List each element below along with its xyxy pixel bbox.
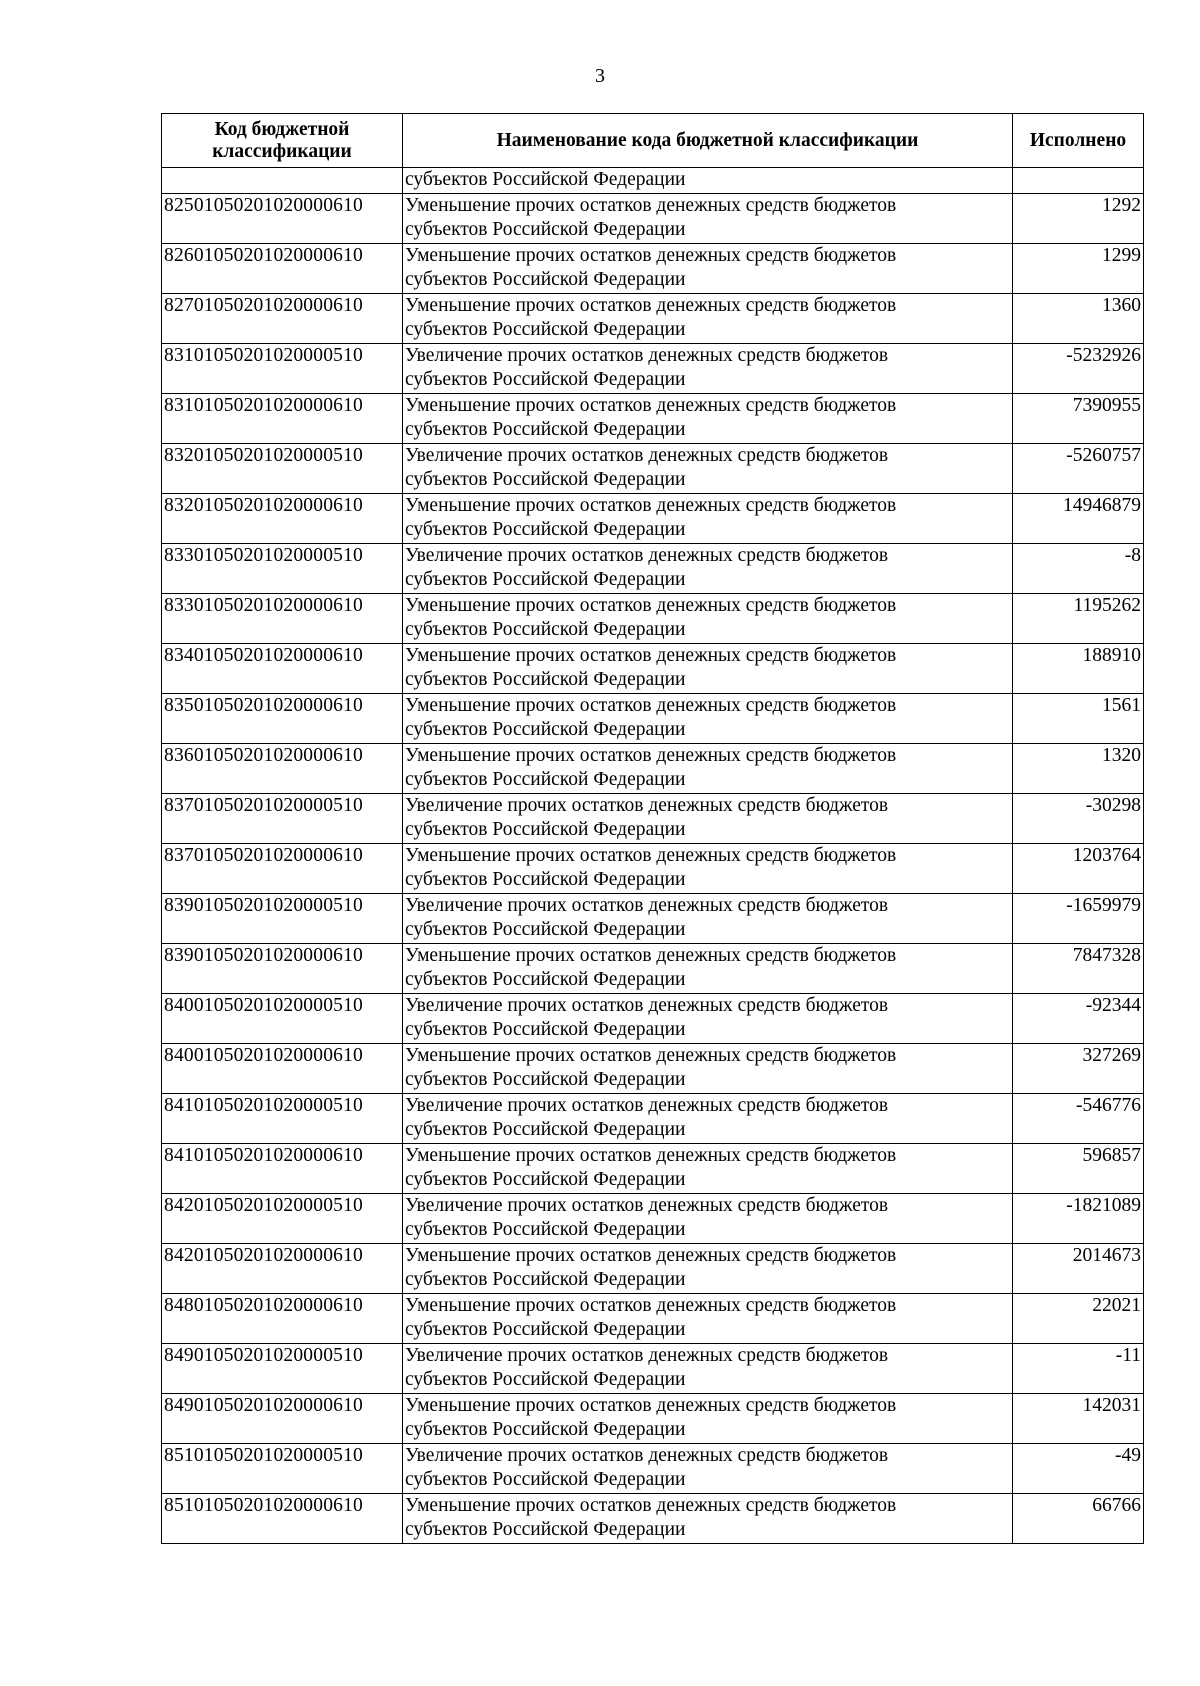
cell-amount: -1659979 xyxy=(1013,893,1144,943)
header-amount: Исполнено xyxy=(1013,114,1144,168)
cell-name xyxy=(403,943,1013,993)
cell-code: 83901050201020000610 xyxy=(162,943,403,993)
cell-name-line-1: Уменьшение прочих остатков денежных средств бюджетов xyxy=(405,744,897,766)
table-row xyxy=(162,993,1144,1043)
cell-name-line-1: Уменьшение прочих остатков денежных средств бюджетов xyxy=(405,1394,897,1416)
cell-name xyxy=(403,443,1013,493)
cell-name xyxy=(403,243,1013,293)
cell-name xyxy=(403,293,1013,343)
cell-name xyxy=(403,643,1013,693)
cell-name xyxy=(403,843,1013,893)
cell-code: 83201050201020000510 xyxy=(162,443,403,493)
cell-name-line-2: субъектов Российской Федерации xyxy=(405,769,686,790)
table-row xyxy=(162,1443,1144,1493)
cell-amount: 142031 xyxy=(1013,1393,1144,1443)
cell-name-line-1: Увеличение прочих остатков денежных средств бюджетов xyxy=(405,344,889,366)
cell-name-line-1: Уменьшение прочих остатков денежных средств бюджетов xyxy=(405,1294,897,1316)
cell-amount: 7390955 xyxy=(1013,393,1144,443)
cell-amount: 1561 xyxy=(1013,693,1144,743)
cell-name-line-2: субъектов Российской Федерации xyxy=(405,369,686,390)
table-row xyxy=(162,1343,1144,1393)
cell-name xyxy=(403,1393,1013,1443)
cell-name-line-2: субъектов Российской Федерации xyxy=(405,419,686,440)
table-row xyxy=(162,393,1144,443)
cell-name-line-1: Уменьшение прочих остатков денежных средств бюджетов xyxy=(405,1494,897,1516)
cell-name xyxy=(403,1143,1013,1193)
cell-code: 83301050201020000510 xyxy=(162,543,403,593)
cell-name: субъектов Российской Федерации xyxy=(403,168,1013,194)
cell-name-line-1: Уменьшение прочих остатков денежных средств бюджетов xyxy=(405,844,897,866)
cell-name xyxy=(403,1293,1013,1343)
cell-name-line-2: субъектов Российской Федерации xyxy=(405,969,686,990)
table-row xyxy=(162,1043,1144,1093)
cell-name-line-2: субъектов Российской Федерации xyxy=(405,619,686,640)
cell-amount: 327269 xyxy=(1013,1043,1144,1093)
cell-name xyxy=(403,993,1013,1043)
cell-amount: 14946879 xyxy=(1013,493,1144,543)
cell-name xyxy=(403,693,1013,743)
cell-name xyxy=(403,393,1013,443)
table-row xyxy=(162,843,1144,893)
cell-amount: 66766 xyxy=(1013,1493,1144,1543)
cell-name-line-2: субъектов Российской Федерации xyxy=(405,1169,686,1190)
table-row xyxy=(162,293,1144,343)
table-row xyxy=(162,243,1144,293)
cell-name-line-2: субъектов Российской Федерации xyxy=(405,519,686,540)
cell-name-line-2: субъектов Российской Федерации xyxy=(405,1419,686,1440)
cell-name-line-1: Увеличение прочих остатков денежных средств бюджетов xyxy=(405,1344,889,1366)
cell-code xyxy=(162,168,403,194)
cell-name-line-2: субъектов Российской Федерации xyxy=(405,1219,686,1240)
table-row xyxy=(162,543,1144,593)
cell-amount: 2014673 xyxy=(1013,1243,1144,1293)
cell-name-line-2: субъектов Российской Федерации xyxy=(405,219,686,240)
cell-amount: -5260757 xyxy=(1013,443,1144,493)
cell-code: 84101050201020000510 xyxy=(162,1093,403,1143)
cell-name-line-1: Увеличение прочих остатков денежных средств бюджетов xyxy=(405,894,889,916)
table-row xyxy=(162,1493,1144,1543)
table-row-continuation xyxy=(162,168,1144,194)
cell-name-line-1: Уменьшение прочих остатков денежных средств бюджетов xyxy=(405,244,897,266)
cell-name xyxy=(403,793,1013,843)
cell-name-line-1: Увеличение прочих остатков денежных средств бюджетов xyxy=(405,444,889,466)
table-row xyxy=(162,1093,1144,1143)
cell-name-line-1: Увеличение прочих остатков денежных средств бюджетов xyxy=(405,994,889,1016)
cell-amount: 596857 xyxy=(1013,1143,1144,1193)
cell-name-line-2: субъектов Российской Федерации xyxy=(405,1019,686,1040)
cell-name-line-1: Уменьшение прочих остатков денежных средств бюджетов xyxy=(405,1244,897,1266)
cell-name-line-1: Уменьшение прочих остатков денежных средств бюджетов xyxy=(405,1044,897,1066)
cell-code: 82501050201020000610 xyxy=(162,193,403,243)
cell-name-line-2: субъектов Российской Федерации xyxy=(405,1469,686,1490)
table-row xyxy=(162,743,1144,793)
cell-code: 83701050201020000610 xyxy=(162,843,403,893)
cell-amount: 188910 xyxy=(1013,643,1144,693)
cell-code: 84001050201020000610 xyxy=(162,1043,403,1093)
cell-name-line-1: Уменьшение прочих остатков денежных средств бюджетов xyxy=(405,294,897,316)
cell-amount: 1203764 xyxy=(1013,843,1144,893)
table-row xyxy=(162,593,1144,643)
table-row xyxy=(162,193,1144,243)
cell-amount: -11 xyxy=(1013,1343,1144,1393)
cell-name-line-2: субъектов Российской Федерации xyxy=(405,869,686,890)
cell-code: 83301050201020000610 xyxy=(162,593,403,643)
cell-code: 83201050201020000610 xyxy=(162,493,403,543)
cell-name xyxy=(403,893,1013,943)
cell-name-line-1: Уменьшение прочих остатков денежных средств бюджетов xyxy=(405,694,897,716)
cell-name-line-1: Уменьшение прочих остатков денежных средств бюджетов xyxy=(405,944,897,966)
cell-code: 84801050201020000610 xyxy=(162,1293,403,1343)
cell-code: 84101050201020000610 xyxy=(162,1143,403,1193)
cell-code: 83601050201020000610 xyxy=(162,743,403,793)
cell-name-line-2: субъектов Российской Федерации xyxy=(405,1269,686,1290)
cell-code: 85101050201020000510 xyxy=(162,1443,403,1493)
cell-amount: 1299 xyxy=(1013,243,1144,293)
cell-name-line-1: Увеличение прочих остатков денежных средств бюджетов xyxy=(405,544,889,566)
cell-name-line-2: субъектов Российской Федерации xyxy=(405,669,686,690)
table-row xyxy=(162,1143,1144,1193)
header-code: Код бюджетной классификации xyxy=(162,114,403,168)
cell-name-line-2: субъектов Российской Федерации xyxy=(405,569,686,590)
cell-name xyxy=(403,743,1013,793)
table-row xyxy=(162,1193,1144,1243)
cell-name-line-1: Увеличение прочих остатков денежных средств бюджетов xyxy=(405,1194,889,1216)
cell-name xyxy=(403,1193,1013,1243)
cell-name-line-1: Уменьшение прочих остатков денежных средств бюджетов xyxy=(405,194,897,216)
cell-name-line-1: Увеличение прочих остатков денежных средств бюджетов xyxy=(405,794,889,816)
cell-name-line-2: субъектов Российской Федерации xyxy=(405,319,686,340)
table-row xyxy=(162,943,1144,993)
cell-name-line-2: субъектов Российской Федерации xyxy=(405,1319,686,1340)
table-row xyxy=(162,443,1144,493)
cell-amount: 1360 xyxy=(1013,293,1144,343)
cell-name xyxy=(403,193,1013,243)
cell-name-line-2: субъектов Российской Федерации xyxy=(405,719,686,740)
cell-code: 83101050201020000610 xyxy=(162,393,403,443)
cell-code: 84901050201020000610 xyxy=(162,1393,403,1443)
cell-name-line-1: Увеличение прочих остатков денежных средств бюджетов xyxy=(405,1444,889,1466)
cell-code: 83401050201020000610 xyxy=(162,643,403,693)
table-row xyxy=(162,693,1144,743)
cell-amount: -1821089 xyxy=(1013,1193,1144,1243)
cell-amount: -5232926 xyxy=(1013,343,1144,393)
cell-amount: -92344 xyxy=(1013,993,1144,1043)
cell-name-line-1: Уменьшение прочих остатков денежных средств бюджетов xyxy=(405,644,897,666)
cell-name xyxy=(403,1243,1013,1293)
cell-name-line-2: субъектов Российской Федерации xyxy=(405,1119,686,1140)
cell-amount: 1195262 xyxy=(1013,593,1144,643)
table-row xyxy=(162,493,1144,543)
cell-amount: 22021 xyxy=(1013,1293,1144,1343)
cell-code: 84201050201020000510 xyxy=(162,1193,403,1243)
header-name: Наименование кода бюджетной классификации xyxy=(403,114,1013,168)
cell-name-line-1: Увеличение прочих остатков денежных средств бюджетов xyxy=(405,1094,889,1116)
cell-name xyxy=(403,1043,1013,1093)
cell-name-line-1: Уменьшение прочих остатков денежных средств бюджетов xyxy=(405,594,897,616)
cell-name-line-2: субъектов Российской Федерации xyxy=(405,1069,686,1090)
cell-code: 83501050201020000610 xyxy=(162,693,403,743)
cell-amount: -546776 xyxy=(1013,1093,1144,1143)
cell-name-line-2: субъектов Российской Федерации xyxy=(405,819,686,840)
cell-name xyxy=(403,1493,1013,1543)
table-header-row xyxy=(162,114,1144,168)
cell-code: 82701050201020000610 xyxy=(162,293,403,343)
cell-amount xyxy=(1013,168,1144,194)
table-row xyxy=(162,1393,1144,1443)
table-row xyxy=(162,793,1144,843)
cell-name xyxy=(403,493,1013,543)
table-row xyxy=(162,893,1144,943)
table-row xyxy=(162,643,1144,693)
cell-amount: 7847328 xyxy=(1013,943,1144,993)
cell-name-line-2: субъектов Российской Федерации xyxy=(405,469,686,490)
cell-code: 83701050201020000510 xyxy=(162,793,403,843)
cell-amount: -49 xyxy=(1013,1443,1144,1493)
cell-name xyxy=(403,1343,1013,1393)
cell-code: 85101050201020000610 xyxy=(162,1493,403,1543)
cell-name-line-1: Уменьшение прочих остатков денежных средств бюджетов xyxy=(405,394,897,416)
cell-code: 83901050201020000510 xyxy=(162,893,403,943)
cell-name-line-2: субъектов Российской Федерации xyxy=(405,919,686,940)
cell-amount: 1292 xyxy=(1013,193,1144,243)
cell-amount: -8 xyxy=(1013,543,1144,593)
cell-amount: 1320 xyxy=(1013,743,1144,793)
cell-amount: -30298 xyxy=(1013,793,1144,843)
table-row xyxy=(162,1293,1144,1343)
cell-name-line-2: субъектов Российской Федерации xyxy=(405,1369,686,1390)
cell-code: 84001050201020000510 xyxy=(162,993,403,1043)
table-row xyxy=(162,343,1144,393)
cell-name xyxy=(403,593,1013,643)
cell-name xyxy=(403,1093,1013,1143)
cell-name xyxy=(403,543,1013,593)
cell-name xyxy=(403,1443,1013,1493)
cell-name-line-2: субъектов Российской Федерации xyxy=(405,1519,686,1540)
cell-code: 84901050201020000510 xyxy=(162,1343,403,1393)
table-row xyxy=(162,1243,1144,1293)
budget-table xyxy=(161,113,1144,1544)
cell-code: 83101050201020000510 xyxy=(162,343,403,393)
page-number: 3 xyxy=(595,65,605,87)
cell-name-line-1: Уменьшение прочих остатков денежных средств бюджетов xyxy=(405,494,897,516)
cell-name xyxy=(403,343,1013,393)
cell-code: 82601050201020000610 xyxy=(162,243,403,293)
cell-name-line-2: субъектов Российской Федерации xyxy=(405,269,686,290)
cell-name-line-1: Уменьшение прочих остатков денежных средств бюджетов xyxy=(405,1144,897,1166)
cell-code: 84201050201020000610 xyxy=(162,1243,403,1293)
